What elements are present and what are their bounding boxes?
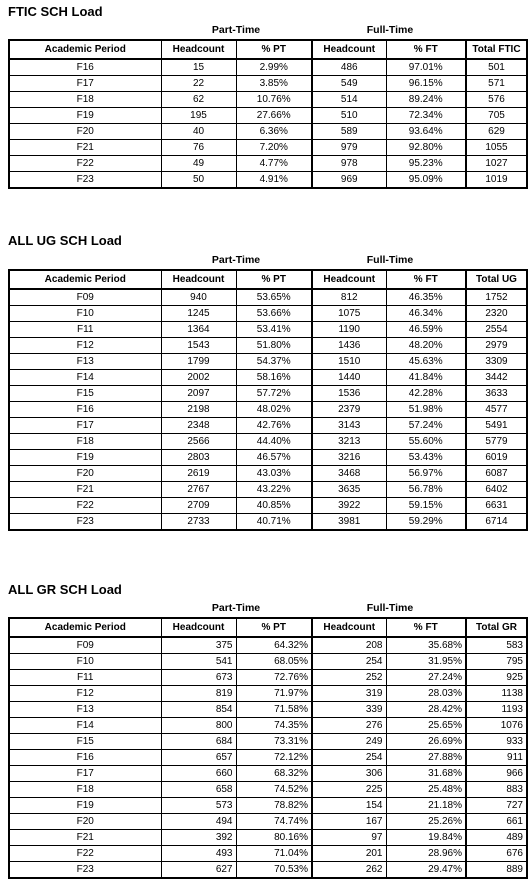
period-cell: F13 <box>9 702 161 718</box>
table-row <box>9 830 527 846</box>
value-cell: 2709 <box>161 498 236 514</box>
value-cell: 4.91% <box>236 172 312 189</box>
value-cell: 10.76% <box>236 92 312 108</box>
value-cell: 658 <box>161 782 236 798</box>
value-cell: 1190 <box>312 322 386 338</box>
value-cell: 48.20% <box>386 338 466 354</box>
period-cell: F21 <box>9 482 161 498</box>
ug-table <box>8 269 528 531</box>
value-cell: 80.16% <box>236 830 312 846</box>
column-header: Headcount <box>161 40 236 59</box>
table-row <box>9 289 527 306</box>
value-cell: 2320 <box>466 306 527 322</box>
period-cell: F20 <box>9 124 161 140</box>
period-cell: F17 <box>9 766 161 782</box>
value-cell: 59.29% <box>386 514 466 531</box>
header-row <box>9 618 527 637</box>
value-cell: 629 <box>466 124 527 140</box>
value-cell: 3216 <box>312 450 386 466</box>
value-cell: 889 <box>466 862 527 879</box>
table-row <box>9 466 527 482</box>
table-row <box>9 418 527 434</box>
table-row <box>9 402 527 418</box>
table-row <box>9 370 527 386</box>
value-cell: 2.99% <box>236 59 312 76</box>
value-cell: 676 <box>466 846 527 862</box>
value-cell: 514 <box>312 92 386 108</box>
value-cell: 78.82% <box>236 798 312 814</box>
table-row <box>9 670 527 686</box>
value-cell: 43.03% <box>236 466 312 482</box>
ftic-table <box>8 39 528 189</box>
period-cell: F11 <box>9 670 161 686</box>
table-row <box>9 76 527 92</box>
value-cell: 28.03% <box>386 686 466 702</box>
full-time-group-label: Full-Time <box>366 254 414 266</box>
value-cell: 31.95% <box>386 654 466 670</box>
value-cell: 1075 <box>312 306 386 322</box>
period-cell: F20 <box>9 466 161 482</box>
value-cell: 2348 <box>161 418 236 434</box>
table-row <box>9 862 527 879</box>
value-cell: 573 <box>161 798 236 814</box>
value-cell: 48.02% <box>236 402 312 418</box>
value-cell: 375 <box>161 637 236 654</box>
column-header: Total FTIC <box>466 40 527 59</box>
period-cell: F09 <box>9 289 161 306</box>
value-cell: 68.32% <box>236 766 312 782</box>
part-time-group-label: Part-Time <box>211 24 261 36</box>
value-cell: 254 <box>312 654 386 670</box>
value-cell: 1076 <box>466 718 527 734</box>
period-cell: F10 <box>9 306 161 322</box>
table-row <box>9 782 527 798</box>
value-cell: 3.85% <box>236 76 312 92</box>
value-cell: 252 <box>312 670 386 686</box>
value-cell: 56.97% <box>386 466 466 482</box>
value-cell: 42.28% <box>386 386 466 402</box>
column-header: Academic Period <box>9 618 161 637</box>
value-cell: 71.58% <box>236 702 312 718</box>
value-cell: 541 <box>161 654 236 670</box>
value-cell: 4577 <box>466 402 527 418</box>
value-cell: 92.80% <box>386 140 466 156</box>
column-header: Academic Period <box>9 270 161 289</box>
value-cell: 6714 <box>466 514 527 531</box>
value-cell: 97.01% <box>386 59 466 76</box>
value-cell: 2097 <box>161 386 236 402</box>
value-cell: 571 <box>466 76 527 92</box>
value-cell: 27.24% <box>386 670 466 686</box>
value-cell: 2379 <box>312 402 386 418</box>
period-cell: F15 <box>9 734 161 750</box>
value-cell: 6019 <box>466 450 527 466</box>
value-cell: 97 <box>312 830 386 846</box>
table-row <box>9 338 527 354</box>
value-cell: 57.24% <box>386 418 466 434</box>
table-row <box>9 386 527 402</box>
value-cell: 1019 <box>466 172 527 189</box>
value-cell: 51.80% <box>236 338 312 354</box>
value-cell: 3213 <box>312 434 386 450</box>
full-time-group-label: Full-Time <box>366 602 414 614</box>
table-row <box>9 450 527 466</box>
full-time-group-label: Full-Time <box>366 24 414 36</box>
gr-table <box>8 617 528 879</box>
value-cell: 74.35% <box>236 718 312 734</box>
section-title: ALL UG SCH Load <box>8 233 122 248</box>
table-row <box>9 686 527 702</box>
value-cell: 501 <box>466 59 527 76</box>
value-cell: 2566 <box>161 434 236 450</box>
period-cell: F09 <box>9 637 161 654</box>
value-cell: 1193 <box>466 702 527 718</box>
value-cell: 1799 <box>161 354 236 370</box>
value-cell: 969 <box>312 172 386 189</box>
value-cell: 53.66% <box>236 306 312 322</box>
value-cell: 2979 <box>466 338 527 354</box>
table-row <box>9 124 527 140</box>
value-cell: 493 <box>161 846 236 862</box>
part-time-group-label: Part-Time <box>211 254 261 266</box>
period-cell: F14 <box>9 718 161 734</box>
value-cell: 73.31% <box>236 734 312 750</box>
value-cell: 72.12% <box>236 750 312 766</box>
value-cell: 72.34% <box>386 108 466 124</box>
value-cell: 50 <box>161 172 236 189</box>
value-cell: 1752 <box>466 289 527 306</box>
value-cell: 494 <box>161 814 236 830</box>
value-cell: 27.66% <box>236 108 312 124</box>
column-header: Headcount <box>312 40 386 59</box>
value-cell: 7.20% <box>236 140 312 156</box>
value-cell: 589 <box>312 124 386 140</box>
part-time-group-label: Part-Time <box>211 602 261 614</box>
value-cell: 978 <box>312 156 386 172</box>
column-header: % FT <box>386 40 466 59</box>
value-cell: 58.16% <box>236 370 312 386</box>
value-cell: 19.84% <box>386 830 466 846</box>
value-cell: 925 <box>466 670 527 686</box>
value-cell: 64.32% <box>236 637 312 654</box>
table-row <box>9 750 527 766</box>
period-cell: F22 <box>9 498 161 514</box>
period-cell: F16 <box>9 750 161 766</box>
value-cell: 25.65% <box>386 718 466 734</box>
value-cell: 55.60% <box>386 434 466 450</box>
value-cell: 6087 <box>466 466 527 482</box>
value-cell: 40 <box>161 124 236 140</box>
value-cell: 53.43% <box>386 450 466 466</box>
value-cell: 3633 <box>466 386 527 402</box>
value-cell: 249 <box>312 734 386 750</box>
value-cell: 1543 <box>161 338 236 354</box>
table-row <box>9 108 527 124</box>
header-row <box>9 270 527 289</box>
period-cell: F18 <box>9 92 161 108</box>
value-cell: 510 <box>312 108 386 124</box>
value-cell: 2803 <box>161 450 236 466</box>
value-cell: 74.52% <box>236 782 312 798</box>
value-cell: 2733 <box>161 514 236 531</box>
value-cell: 684 <box>161 734 236 750</box>
period-cell: F23 <box>9 172 161 189</box>
table-row <box>9 434 527 450</box>
column-header: Academic Period <box>9 40 161 59</box>
value-cell: 3309 <box>466 354 527 370</box>
value-cell: 933 <box>466 734 527 750</box>
value-cell: 71.97% <box>236 686 312 702</box>
value-cell: 56.78% <box>386 482 466 498</box>
value-cell: 6402 <box>466 482 527 498</box>
table-row <box>9 654 527 670</box>
section-title: ALL GR SCH Load <box>8 582 122 597</box>
value-cell: 49 <box>161 156 236 172</box>
value-cell: 1436 <box>312 338 386 354</box>
column-header: Headcount <box>312 270 386 289</box>
value-cell: 966 <box>466 766 527 782</box>
table-row <box>9 718 527 734</box>
table-row <box>9 156 527 172</box>
value-cell: 225 <box>312 782 386 798</box>
table-row <box>9 798 527 814</box>
value-cell: 57.72% <box>236 386 312 402</box>
value-cell: 22 <box>161 76 236 92</box>
value-cell: 1245 <box>161 306 236 322</box>
value-cell: 3922 <box>312 498 386 514</box>
value-cell: 3635 <box>312 482 386 498</box>
value-cell: 154 <box>312 798 386 814</box>
value-cell: 27.88% <box>386 750 466 766</box>
value-cell: 549 <box>312 76 386 92</box>
period-cell: F12 <box>9 338 161 354</box>
value-cell: 29.47% <box>386 862 466 879</box>
column-header: Headcount <box>161 618 236 637</box>
value-cell: 727 <box>466 798 527 814</box>
column-header: Total GR <box>466 618 527 637</box>
value-cell: 167 <box>312 814 386 830</box>
table-row <box>9 637 527 654</box>
value-cell: 93.64% <box>386 124 466 140</box>
value-cell: 795 <box>466 654 527 670</box>
period-cell: F12 <box>9 686 161 702</box>
value-cell: 42.76% <box>236 418 312 434</box>
table-row <box>9 498 527 514</box>
value-cell: 21.18% <box>386 798 466 814</box>
value-cell: 43.22% <box>236 482 312 498</box>
value-cell: 660 <box>161 766 236 782</box>
value-cell: 1510 <box>312 354 386 370</box>
period-cell: F13 <box>9 354 161 370</box>
value-cell: 319 <box>312 686 386 702</box>
value-cell: 70.53% <box>236 862 312 879</box>
value-cell: 883 <box>466 782 527 798</box>
value-cell: 1055 <box>466 140 527 156</box>
value-cell: 51.98% <box>386 402 466 418</box>
value-cell: 40.85% <box>236 498 312 514</box>
value-cell: 28.42% <box>386 702 466 718</box>
table-row <box>9 172 527 189</box>
period-cell: F23 <box>9 862 161 879</box>
value-cell: 276 <box>312 718 386 734</box>
period-cell: F20 <box>9 814 161 830</box>
value-cell: 35.68% <box>386 637 466 654</box>
value-cell: 657 <box>161 750 236 766</box>
value-cell: 25.48% <box>386 782 466 798</box>
value-cell: 41.84% <box>386 370 466 386</box>
value-cell: 6.36% <box>236 124 312 140</box>
period-cell: F21 <box>9 830 161 846</box>
value-cell: 3143 <box>312 418 386 434</box>
value-cell: 705 <box>466 108 527 124</box>
period-cell: F16 <box>9 402 161 418</box>
value-cell: 15 <box>161 59 236 76</box>
table-row <box>9 482 527 498</box>
value-cell: 819 <box>161 686 236 702</box>
period-cell: F22 <box>9 846 161 862</box>
period-cell: F19 <box>9 108 161 124</box>
table-row <box>9 140 527 156</box>
value-cell: 5491 <box>466 418 527 434</box>
value-cell: 489 <box>466 830 527 846</box>
value-cell: 28.96% <box>386 846 466 862</box>
value-cell: 800 <box>161 718 236 734</box>
value-cell: 576 <box>466 92 527 108</box>
table-row <box>9 766 527 782</box>
value-cell: 661 <box>466 814 527 830</box>
value-cell: 979 <box>312 140 386 156</box>
value-cell: 306 <box>312 766 386 782</box>
period-cell: F10 <box>9 654 161 670</box>
value-cell: 1027 <box>466 156 527 172</box>
period-cell: F21 <box>9 140 161 156</box>
table-row <box>9 354 527 370</box>
value-cell: 262 <box>312 862 386 879</box>
value-cell: 1536 <box>312 386 386 402</box>
value-cell: 392 <box>161 830 236 846</box>
value-cell: 812 <box>312 289 386 306</box>
value-cell: 1138 <box>466 686 527 702</box>
table-row <box>9 514 527 531</box>
value-cell: 195 <box>161 108 236 124</box>
column-header: Total UG <box>466 270 527 289</box>
value-cell: 68.05% <box>236 654 312 670</box>
value-cell: 2198 <box>161 402 236 418</box>
period-cell: F22 <box>9 156 161 172</box>
period-cell: F18 <box>9 434 161 450</box>
table-row <box>9 734 527 750</box>
column-header: Headcount <box>161 270 236 289</box>
value-cell: 53.65% <box>236 289 312 306</box>
value-cell: 254 <box>312 750 386 766</box>
period-cell: F17 <box>9 418 161 434</box>
value-cell: 72.76% <box>236 670 312 686</box>
table-row <box>9 59 527 76</box>
column-header: Headcount <box>312 618 386 637</box>
value-cell: 95.23% <box>386 156 466 172</box>
section-title: FTIC SCH Load <box>8 4 103 19</box>
value-cell: 95.09% <box>386 172 466 189</box>
period-cell: F23 <box>9 514 161 531</box>
period-cell: F19 <box>9 798 161 814</box>
column-header: % PT <box>236 618 312 637</box>
value-cell: 5779 <box>466 434 527 450</box>
value-cell: 46.35% <box>386 289 466 306</box>
value-cell: 339 <box>312 702 386 718</box>
value-cell: 89.24% <box>386 92 466 108</box>
value-cell: 2002 <box>161 370 236 386</box>
period-cell: F18 <box>9 782 161 798</box>
value-cell: 96.15% <box>386 76 466 92</box>
value-cell: 940 <box>161 289 236 306</box>
period-cell: F16 <box>9 59 161 76</box>
value-cell: 911 <box>466 750 527 766</box>
value-cell: 1364 <box>161 322 236 338</box>
value-cell: 62 <box>161 92 236 108</box>
value-cell: 25.26% <box>386 814 466 830</box>
value-cell: 45.63% <box>386 354 466 370</box>
period-cell: F15 <box>9 386 161 402</box>
value-cell: 583 <box>466 637 527 654</box>
value-cell: 2767 <box>161 482 236 498</box>
value-cell: 76 <box>161 140 236 156</box>
value-cell: 208 <box>312 637 386 654</box>
column-header: % PT <box>236 40 312 59</box>
value-cell: 627 <box>161 862 236 879</box>
column-header: % PT <box>236 270 312 289</box>
table-row <box>9 814 527 830</box>
value-cell: 2554 <box>466 322 527 338</box>
period-cell: F11 <box>9 322 161 338</box>
value-cell: 2619 <box>161 466 236 482</box>
period-cell: F19 <box>9 450 161 466</box>
table-row <box>9 306 527 322</box>
value-cell: 1440 <box>312 370 386 386</box>
column-header: % FT <box>386 270 466 289</box>
value-cell: 46.34% <box>386 306 466 322</box>
header-row <box>9 40 527 59</box>
value-cell: 53.41% <box>236 322 312 338</box>
table-row <box>9 92 527 108</box>
value-cell: 6631 <box>466 498 527 514</box>
value-cell: 4.77% <box>236 156 312 172</box>
value-cell: 71.04% <box>236 846 312 862</box>
value-cell: 486 <box>312 59 386 76</box>
value-cell: 44.40% <box>236 434 312 450</box>
column-header: % FT <box>386 618 466 637</box>
value-cell: 673 <box>161 670 236 686</box>
value-cell: 46.59% <box>386 322 466 338</box>
value-cell: 3981 <box>312 514 386 531</box>
value-cell: 31.68% <box>386 766 466 782</box>
value-cell: 26.69% <box>386 734 466 750</box>
value-cell: 59.15% <box>386 498 466 514</box>
period-cell: F17 <box>9 76 161 92</box>
value-cell: 3442 <box>466 370 527 386</box>
value-cell: 201 <box>312 846 386 862</box>
table-row <box>9 702 527 718</box>
period-cell: F14 <box>9 370 161 386</box>
value-cell: 3468 <box>312 466 386 482</box>
value-cell: 40.71% <box>236 514 312 531</box>
table-row <box>9 322 527 338</box>
table-row <box>9 846 527 862</box>
value-cell: 74.74% <box>236 814 312 830</box>
value-cell: 854 <box>161 702 236 718</box>
value-cell: 46.57% <box>236 450 312 466</box>
value-cell: 54.37% <box>236 354 312 370</box>
